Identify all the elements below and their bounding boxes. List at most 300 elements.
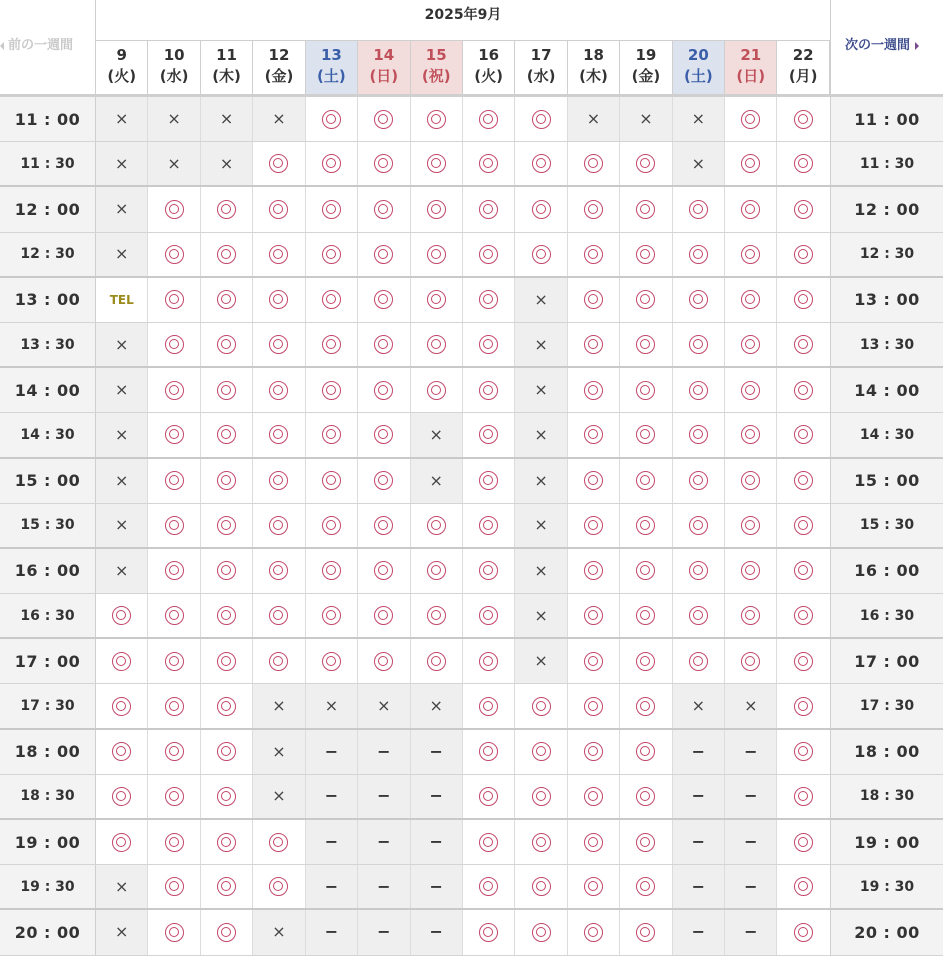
- slot-cell[interactable]: [620, 639, 672, 683]
- slot-cell[interactable]: [411, 549, 463, 593]
- available-double-circle-icon[interactable]: [636, 833, 655, 852]
- slot-cell[interactable]: [725, 594, 777, 637]
- available-double-circle-icon[interactable]: [794, 833, 813, 852]
- available-double-circle-icon[interactable]: [794, 110, 813, 129]
- available-double-circle-icon[interactable]: [479, 425, 498, 444]
- slot-cell[interactable]: [463, 910, 515, 954]
- slot-cell[interactable]: [725, 639, 777, 683]
- slot-cell[interactable]: [515, 142, 567, 185]
- slot-cell[interactable]: [777, 97, 829, 141]
- slot-cell[interactable]: [568, 504, 620, 547]
- slot-cell[interactable]: [515, 730, 567, 774]
- available-double-circle-icon[interactable]: [479, 335, 498, 354]
- available-double-circle-icon[interactable]: [165, 561, 184, 580]
- available-double-circle-icon[interactable]: [741, 381, 760, 400]
- available-double-circle-icon[interactable]: [794, 290, 813, 309]
- slot-cell[interactable]: [201, 820, 253, 864]
- available-double-circle-icon[interactable]: [794, 923, 813, 942]
- available-double-circle-icon[interactable]: [741, 516, 760, 535]
- available-double-circle-icon[interactable]: [374, 110, 393, 129]
- slot-cell[interactable]: [201, 594, 253, 637]
- available-double-circle-icon[interactable]: [427, 516, 446, 535]
- slot-cell[interactable]: [201, 684, 253, 727]
- available-double-circle-icon[interactable]: [741, 606, 760, 625]
- slot-cell[interactable]: [306, 278, 358, 322]
- available-double-circle-icon[interactable]: [636, 697, 655, 716]
- available-double-circle-icon[interactable]: [217, 200, 236, 219]
- slot-cell[interactable]: [777, 910, 829, 954]
- available-double-circle-icon[interactable]: [165, 833, 184, 852]
- slot-cell[interactable]: [253, 323, 305, 366]
- available-double-circle-icon[interactable]: [269, 154, 288, 173]
- slot-cell[interactable]: [411, 323, 463, 366]
- slot-cell[interactable]: [358, 323, 410, 366]
- available-double-circle-icon[interactable]: [532, 245, 551, 264]
- available-double-circle-icon[interactable]: [689, 335, 708, 354]
- available-double-circle-icon[interactable]: [479, 245, 498, 264]
- slot-cell[interactable]: [306, 639, 358, 683]
- slot-cell[interactable]: [777, 730, 829, 774]
- available-double-circle-icon[interactable]: [427, 561, 446, 580]
- slot-cell[interactable]: [148, 413, 200, 456]
- slot-cell[interactable]: [201, 413, 253, 456]
- available-double-circle-icon[interactable]: [532, 110, 551, 129]
- tel-link[interactable]: TEL: [109, 292, 134, 307]
- slot-cell[interactable]: [673, 459, 725, 503]
- slot-cell[interactable]: [463, 459, 515, 503]
- available-double-circle-icon[interactable]: [479, 290, 498, 309]
- slot-cell[interactable]: [463, 594, 515, 637]
- slot-cell[interactable]: [673, 278, 725, 322]
- slot-cell[interactable]: [96, 684, 148, 727]
- slot-cell[interactable]: [96, 594, 148, 637]
- slot-cell[interactable]: [411, 504, 463, 547]
- available-double-circle-icon[interactable]: [217, 923, 236, 942]
- slot-cell[interactable]: [620, 233, 672, 276]
- slot-cell[interactable]: [777, 413, 829, 456]
- slot-cell[interactable]: [358, 549, 410, 593]
- available-double-circle-icon[interactable]: [112, 652, 131, 671]
- slot-cell[interactable]: [620, 368, 672, 412]
- slot-cell[interactable]: [358, 594, 410, 637]
- available-double-circle-icon[interactable]: [689, 652, 708, 671]
- slot-cell[interactable]: [201, 639, 253, 683]
- available-double-circle-icon[interactable]: [741, 471, 760, 490]
- available-double-circle-icon[interactable]: [427, 606, 446, 625]
- available-double-circle-icon[interactable]: [112, 742, 131, 761]
- slot-cell[interactable]: [777, 549, 829, 593]
- available-double-circle-icon[interactable]: [322, 381, 341, 400]
- available-double-circle-icon[interactable]: [794, 561, 813, 580]
- available-double-circle-icon[interactable]: [374, 516, 393, 535]
- slot-cell[interactable]: [725, 413, 777, 456]
- available-double-circle-icon[interactable]: [217, 381, 236, 400]
- slot-cell[interactable]: [463, 639, 515, 683]
- slot-cell[interactable]: [777, 459, 829, 503]
- slot-cell[interactable]: [725, 233, 777, 276]
- available-double-circle-icon[interactable]: [322, 606, 341, 625]
- slot-cell[interactable]: [148, 820, 200, 864]
- available-double-circle-icon[interactable]: [112, 697, 131, 716]
- slot-cell[interactable]: [568, 730, 620, 774]
- slot-cell[interactable]: [358, 504, 410, 547]
- slot-cell[interactable]: [201, 233, 253, 276]
- slot-cell[interactable]: [201, 187, 253, 231]
- available-double-circle-icon[interactable]: [584, 561, 603, 580]
- available-double-circle-icon[interactable]: [112, 787, 131, 806]
- slot-cell[interactable]: [515, 97, 567, 141]
- slot-cell[interactable]: [515, 775, 567, 818]
- slot-cell[interactable]: [777, 233, 829, 276]
- slot-cell[interactable]: [620, 684, 672, 727]
- available-double-circle-icon[interactable]: [217, 877, 236, 896]
- slot-cell[interactable]: [306, 368, 358, 412]
- available-double-circle-icon[interactable]: [689, 245, 708, 264]
- available-double-circle-icon[interactable]: [741, 425, 760, 444]
- slot-cell[interactable]: [463, 504, 515, 547]
- slot-cell[interactable]: [568, 368, 620, 412]
- available-double-circle-icon[interactable]: [636, 381, 655, 400]
- slot-cell[interactable]: [515, 865, 567, 908]
- slot-cell[interactable]: [253, 413, 305, 456]
- slot-cell[interactable]: [568, 684, 620, 727]
- available-double-circle-icon[interactable]: [269, 561, 288, 580]
- available-double-circle-icon[interactable]: [479, 154, 498, 173]
- slot-cell[interactable]: [673, 233, 725, 276]
- slot-cell[interactable]: [725, 459, 777, 503]
- available-double-circle-icon[interactable]: [584, 606, 603, 625]
- slot-cell[interactable]: [253, 594, 305, 637]
- available-double-circle-icon[interactable]: [269, 381, 288, 400]
- available-double-circle-icon[interactable]: [794, 245, 813, 264]
- slot-cell[interactable]: [463, 775, 515, 818]
- available-double-circle-icon[interactable]: [584, 652, 603, 671]
- available-double-circle-icon[interactable]: [217, 516, 236, 535]
- slot-cell[interactable]: [568, 594, 620, 637]
- available-double-circle-icon[interactable]: [794, 200, 813, 219]
- available-double-circle-icon[interactable]: [584, 787, 603, 806]
- slot-cell[interactable]: [673, 368, 725, 412]
- available-double-circle-icon[interactable]: [165, 742, 184, 761]
- slot-cell[interactable]: [201, 910, 253, 954]
- slot-cell[interactable]: [96, 775, 148, 818]
- slot-cell[interactable]: [253, 278, 305, 322]
- slot-cell[interactable]: [201, 865, 253, 908]
- slot-cell[interactable]: [777, 865, 829, 908]
- available-double-circle-icon[interactable]: [165, 923, 184, 942]
- available-double-circle-icon[interactable]: [217, 697, 236, 716]
- slot-cell[interactable]: [253, 504, 305, 547]
- available-double-circle-icon[interactable]: [794, 606, 813, 625]
- slot-cell[interactable]: [515, 233, 567, 276]
- slot-cell[interactable]: [777, 187, 829, 231]
- available-double-circle-icon[interactable]: [479, 471, 498, 490]
- available-double-circle-icon[interactable]: [636, 245, 655, 264]
- available-double-circle-icon[interactable]: [532, 877, 551, 896]
- slot-cell[interactable]: [358, 278, 410, 322]
- slot-cell[interactable]: [201, 504, 253, 547]
- slot-cell[interactable]: [515, 684, 567, 727]
- slot-cell[interactable]: [673, 504, 725, 547]
- available-double-circle-icon[interactable]: [374, 606, 393, 625]
- slot-cell[interactable]: [725, 368, 777, 412]
- slot-cell[interactable]: [620, 820, 672, 864]
- available-double-circle-icon[interactable]: [636, 516, 655, 535]
- available-double-circle-icon[interactable]: [794, 154, 813, 173]
- available-double-circle-icon[interactable]: [689, 606, 708, 625]
- available-double-circle-icon[interactable]: [269, 200, 288, 219]
- available-double-circle-icon[interactable]: [427, 200, 446, 219]
- available-double-circle-icon[interactable]: [322, 652, 341, 671]
- available-double-circle-icon[interactable]: [794, 425, 813, 444]
- slot-cell[interactable]: [148, 323, 200, 366]
- available-double-circle-icon[interactable]: [794, 787, 813, 806]
- slot-cell[interactable]: [725, 278, 777, 322]
- slot-cell[interactable]: [306, 187, 358, 231]
- available-double-circle-icon[interactable]: [741, 245, 760, 264]
- available-double-circle-icon[interactable]: [165, 652, 184, 671]
- available-double-circle-icon[interactable]: [532, 833, 551, 852]
- slot-cell[interactable]: [463, 142, 515, 185]
- available-double-circle-icon[interactable]: [165, 425, 184, 444]
- slot-cell[interactable]: [620, 865, 672, 908]
- slot-cell[interactable]: [253, 820, 305, 864]
- slot-cell[interactable]: [463, 233, 515, 276]
- available-double-circle-icon[interactable]: [584, 516, 603, 535]
- available-double-circle-icon[interactable]: [374, 425, 393, 444]
- slot-cell[interactable]: [777, 775, 829, 818]
- available-double-circle-icon[interactable]: [217, 335, 236, 354]
- available-double-circle-icon[interactable]: [322, 516, 341, 535]
- available-double-circle-icon[interactable]: [794, 471, 813, 490]
- available-double-circle-icon[interactable]: [479, 381, 498, 400]
- available-double-circle-icon[interactable]: [479, 652, 498, 671]
- available-double-circle-icon[interactable]: [584, 425, 603, 444]
- available-double-circle-icon[interactable]: [427, 154, 446, 173]
- slot-cell[interactable]: [358, 233, 410, 276]
- slot-cell[interactable]: [253, 368, 305, 412]
- available-double-circle-icon[interactable]: [532, 742, 551, 761]
- available-double-circle-icon[interactable]: [427, 110, 446, 129]
- slot-cell[interactable]: [463, 413, 515, 456]
- slot-cell[interactable]: [673, 323, 725, 366]
- available-double-circle-icon[interactable]: [217, 561, 236, 580]
- slot-cell[interactable]: [96, 639, 148, 683]
- available-double-circle-icon[interactable]: [636, 561, 655, 580]
- slot-cell[interactable]: [725, 97, 777, 141]
- available-double-circle-icon[interactable]: [532, 697, 551, 716]
- slot-cell[interactable]: [96, 820, 148, 864]
- available-double-circle-icon[interactable]: [741, 110, 760, 129]
- slot-cell[interactable]: [201, 549, 253, 593]
- available-double-circle-icon[interactable]: [374, 561, 393, 580]
- slot-cell[interactable]: [777, 142, 829, 185]
- slot-cell[interactable]: [358, 413, 410, 456]
- slot-cell[interactable]: [148, 459, 200, 503]
- slot-cell[interactable]: [463, 97, 515, 141]
- slot-cell[interactable]: [515, 187, 567, 231]
- available-double-circle-icon[interactable]: [269, 471, 288, 490]
- available-double-circle-icon[interactable]: [112, 833, 131, 852]
- slot-cell[interactable]: [201, 368, 253, 412]
- available-double-circle-icon[interactable]: [584, 290, 603, 309]
- slot-cell[interactable]: [306, 413, 358, 456]
- slot-cell[interactable]: [306, 549, 358, 593]
- available-double-circle-icon[interactable]: [636, 471, 655, 490]
- available-double-circle-icon[interactable]: [165, 245, 184, 264]
- available-double-circle-icon[interactable]: [794, 335, 813, 354]
- available-double-circle-icon[interactable]: [165, 335, 184, 354]
- slot-cell[interactable]: [358, 187, 410, 231]
- available-double-circle-icon[interactable]: [165, 516, 184, 535]
- slot-cell[interactable]: [148, 775, 200, 818]
- available-double-circle-icon[interactable]: [374, 154, 393, 173]
- available-double-circle-icon[interactable]: [269, 877, 288, 896]
- available-double-circle-icon[interactable]: [322, 561, 341, 580]
- available-double-circle-icon[interactable]: [584, 697, 603, 716]
- available-double-circle-icon[interactable]: [532, 154, 551, 173]
- slot-cell[interactable]: [725, 504, 777, 547]
- slot-cell[interactable]: [568, 233, 620, 276]
- available-double-circle-icon[interactable]: [741, 154, 760, 173]
- available-double-circle-icon[interactable]: [322, 154, 341, 173]
- available-double-circle-icon[interactable]: [636, 652, 655, 671]
- available-double-circle-icon[interactable]: [794, 697, 813, 716]
- available-double-circle-icon[interactable]: [427, 290, 446, 309]
- slot-cell[interactable]: [725, 142, 777, 185]
- slot-cell[interactable]: [148, 639, 200, 683]
- available-double-circle-icon[interactable]: [165, 471, 184, 490]
- available-double-circle-icon[interactable]: [689, 516, 708, 535]
- available-double-circle-icon[interactable]: [427, 245, 446, 264]
- slot-cell[interactable]: [253, 142, 305, 185]
- slot-cell[interactable]: [148, 504, 200, 547]
- slot-cell[interactable]: [463, 278, 515, 322]
- slot-cell[interactable]: [620, 910, 672, 954]
- slot-cell[interactable]: [568, 187, 620, 231]
- slot-cell[interactable]: [148, 684, 200, 727]
- slot-cell[interactable]: [411, 368, 463, 412]
- available-double-circle-icon[interactable]: [322, 245, 341, 264]
- available-double-circle-icon[interactable]: [479, 200, 498, 219]
- available-double-circle-icon[interactable]: [636, 335, 655, 354]
- available-double-circle-icon[interactable]: [112, 606, 131, 625]
- available-double-circle-icon[interactable]: [584, 335, 603, 354]
- slot-cell[interactable]: [620, 187, 672, 231]
- available-double-circle-icon[interactable]: [794, 742, 813, 761]
- available-double-circle-icon[interactable]: [427, 652, 446, 671]
- available-double-circle-icon[interactable]: [479, 923, 498, 942]
- slot-cell[interactable]: [201, 323, 253, 366]
- slot-cell[interactable]: [201, 278, 253, 322]
- available-double-circle-icon[interactable]: [165, 606, 184, 625]
- slot-cell[interactable]: [358, 142, 410, 185]
- available-double-circle-icon[interactable]: [479, 877, 498, 896]
- available-double-circle-icon[interactable]: [322, 200, 341, 219]
- available-double-circle-icon[interactable]: [689, 561, 708, 580]
- slot-cell[interactable]: [568, 639, 620, 683]
- slot-cell[interactable]: [253, 459, 305, 503]
- slot-cell[interactable]: [148, 594, 200, 637]
- slot-cell[interactable]: [620, 549, 672, 593]
- slot-cell[interactable]: [725, 187, 777, 231]
- slot-cell[interactable]: [411, 233, 463, 276]
- available-double-circle-icon[interactable]: [322, 425, 341, 444]
- slot-cell[interactable]: [777, 684, 829, 727]
- available-double-circle-icon[interactable]: [741, 335, 760, 354]
- available-double-circle-icon[interactable]: [269, 516, 288, 535]
- available-double-circle-icon[interactable]: [269, 652, 288, 671]
- available-double-circle-icon[interactable]: [479, 516, 498, 535]
- available-double-circle-icon[interactable]: [584, 742, 603, 761]
- slot-cell[interactable]: [620, 504, 672, 547]
- slot-cell[interactable]: [568, 459, 620, 503]
- slot-cell[interactable]: [463, 684, 515, 727]
- slot-cell[interactable]: [201, 730, 253, 774]
- slot-cell[interactable]: [777, 504, 829, 547]
- slot-cell[interactable]: [148, 368, 200, 412]
- slot-cell[interactable]: [463, 549, 515, 593]
- available-double-circle-icon[interactable]: [584, 877, 603, 896]
- available-double-circle-icon[interactable]: [741, 200, 760, 219]
- slot-cell[interactable]: [411, 142, 463, 185]
- available-double-circle-icon[interactable]: [636, 154, 655, 173]
- available-double-circle-icon[interactable]: [636, 787, 655, 806]
- available-double-circle-icon[interactable]: [217, 471, 236, 490]
- slot-cell[interactable]: [253, 549, 305, 593]
- available-double-circle-icon[interactable]: [374, 290, 393, 309]
- available-double-circle-icon[interactable]: [217, 787, 236, 806]
- slot-cell[interactable]: [673, 594, 725, 637]
- slot-cell[interactable]: [148, 549, 200, 593]
- slot-cell[interactable]: [777, 639, 829, 683]
- available-double-circle-icon[interactable]: [584, 381, 603, 400]
- slot-cell[interactable]: [358, 639, 410, 683]
- slot-cell[interactable]: [568, 278, 620, 322]
- slot-cell[interactable]: [148, 730, 200, 774]
- available-double-circle-icon[interactable]: [479, 561, 498, 580]
- slot-cell[interactable]: [411, 594, 463, 637]
- available-double-circle-icon[interactable]: [427, 335, 446, 354]
- available-double-circle-icon[interactable]: [689, 200, 708, 219]
- available-double-circle-icon[interactable]: [741, 290, 760, 309]
- slot-cell[interactable]: [568, 413, 620, 456]
- available-double-circle-icon[interactable]: [794, 516, 813, 535]
- slot-cell[interactable]: [306, 142, 358, 185]
- slot-cell[interactable]: [515, 910, 567, 954]
- slot-cell[interactable]: [411, 278, 463, 322]
- slot-cell[interactable]: [777, 323, 829, 366]
- available-double-circle-icon[interactable]: [165, 200, 184, 219]
- slot-cell[interactable]: [620, 594, 672, 637]
- available-double-circle-icon[interactable]: [479, 697, 498, 716]
- slot-cell[interactable]: [306, 594, 358, 637]
- available-double-circle-icon[interactable]: [636, 290, 655, 309]
- available-double-circle-icon[interactable]: [479, 606, 498, 625]
- slot-cell[interactable]: [358, 97, 410, 141]
- available-double-circle-icon[interactable]: [322, 471, 341, 490]
- available-double-circle-icon[interactable]: [532, 200, 551, 219]
- slot-cell[interactable]: [568, 323, 620, 366]
- slot-cell[interactable]: [253, 865, 305, 908]
- available-double-circle-icon[interactable]: [741, 561, 760, 580]
- available-double-circle-icon[interactable]: [584, 245, 603, 264]
- available-double-circle-icon[interactable]: [427, 381, 446, 400]
- slot-cell[interactable]: [568, 142, 620, 185]
- slot-cell[interactable]: [568, 820, 620, 864]
- available-double-circle-icon[interactable]: [636, 425, 655, 444]
- slot-cell[interactable]: [411, 97, 463, 141]
